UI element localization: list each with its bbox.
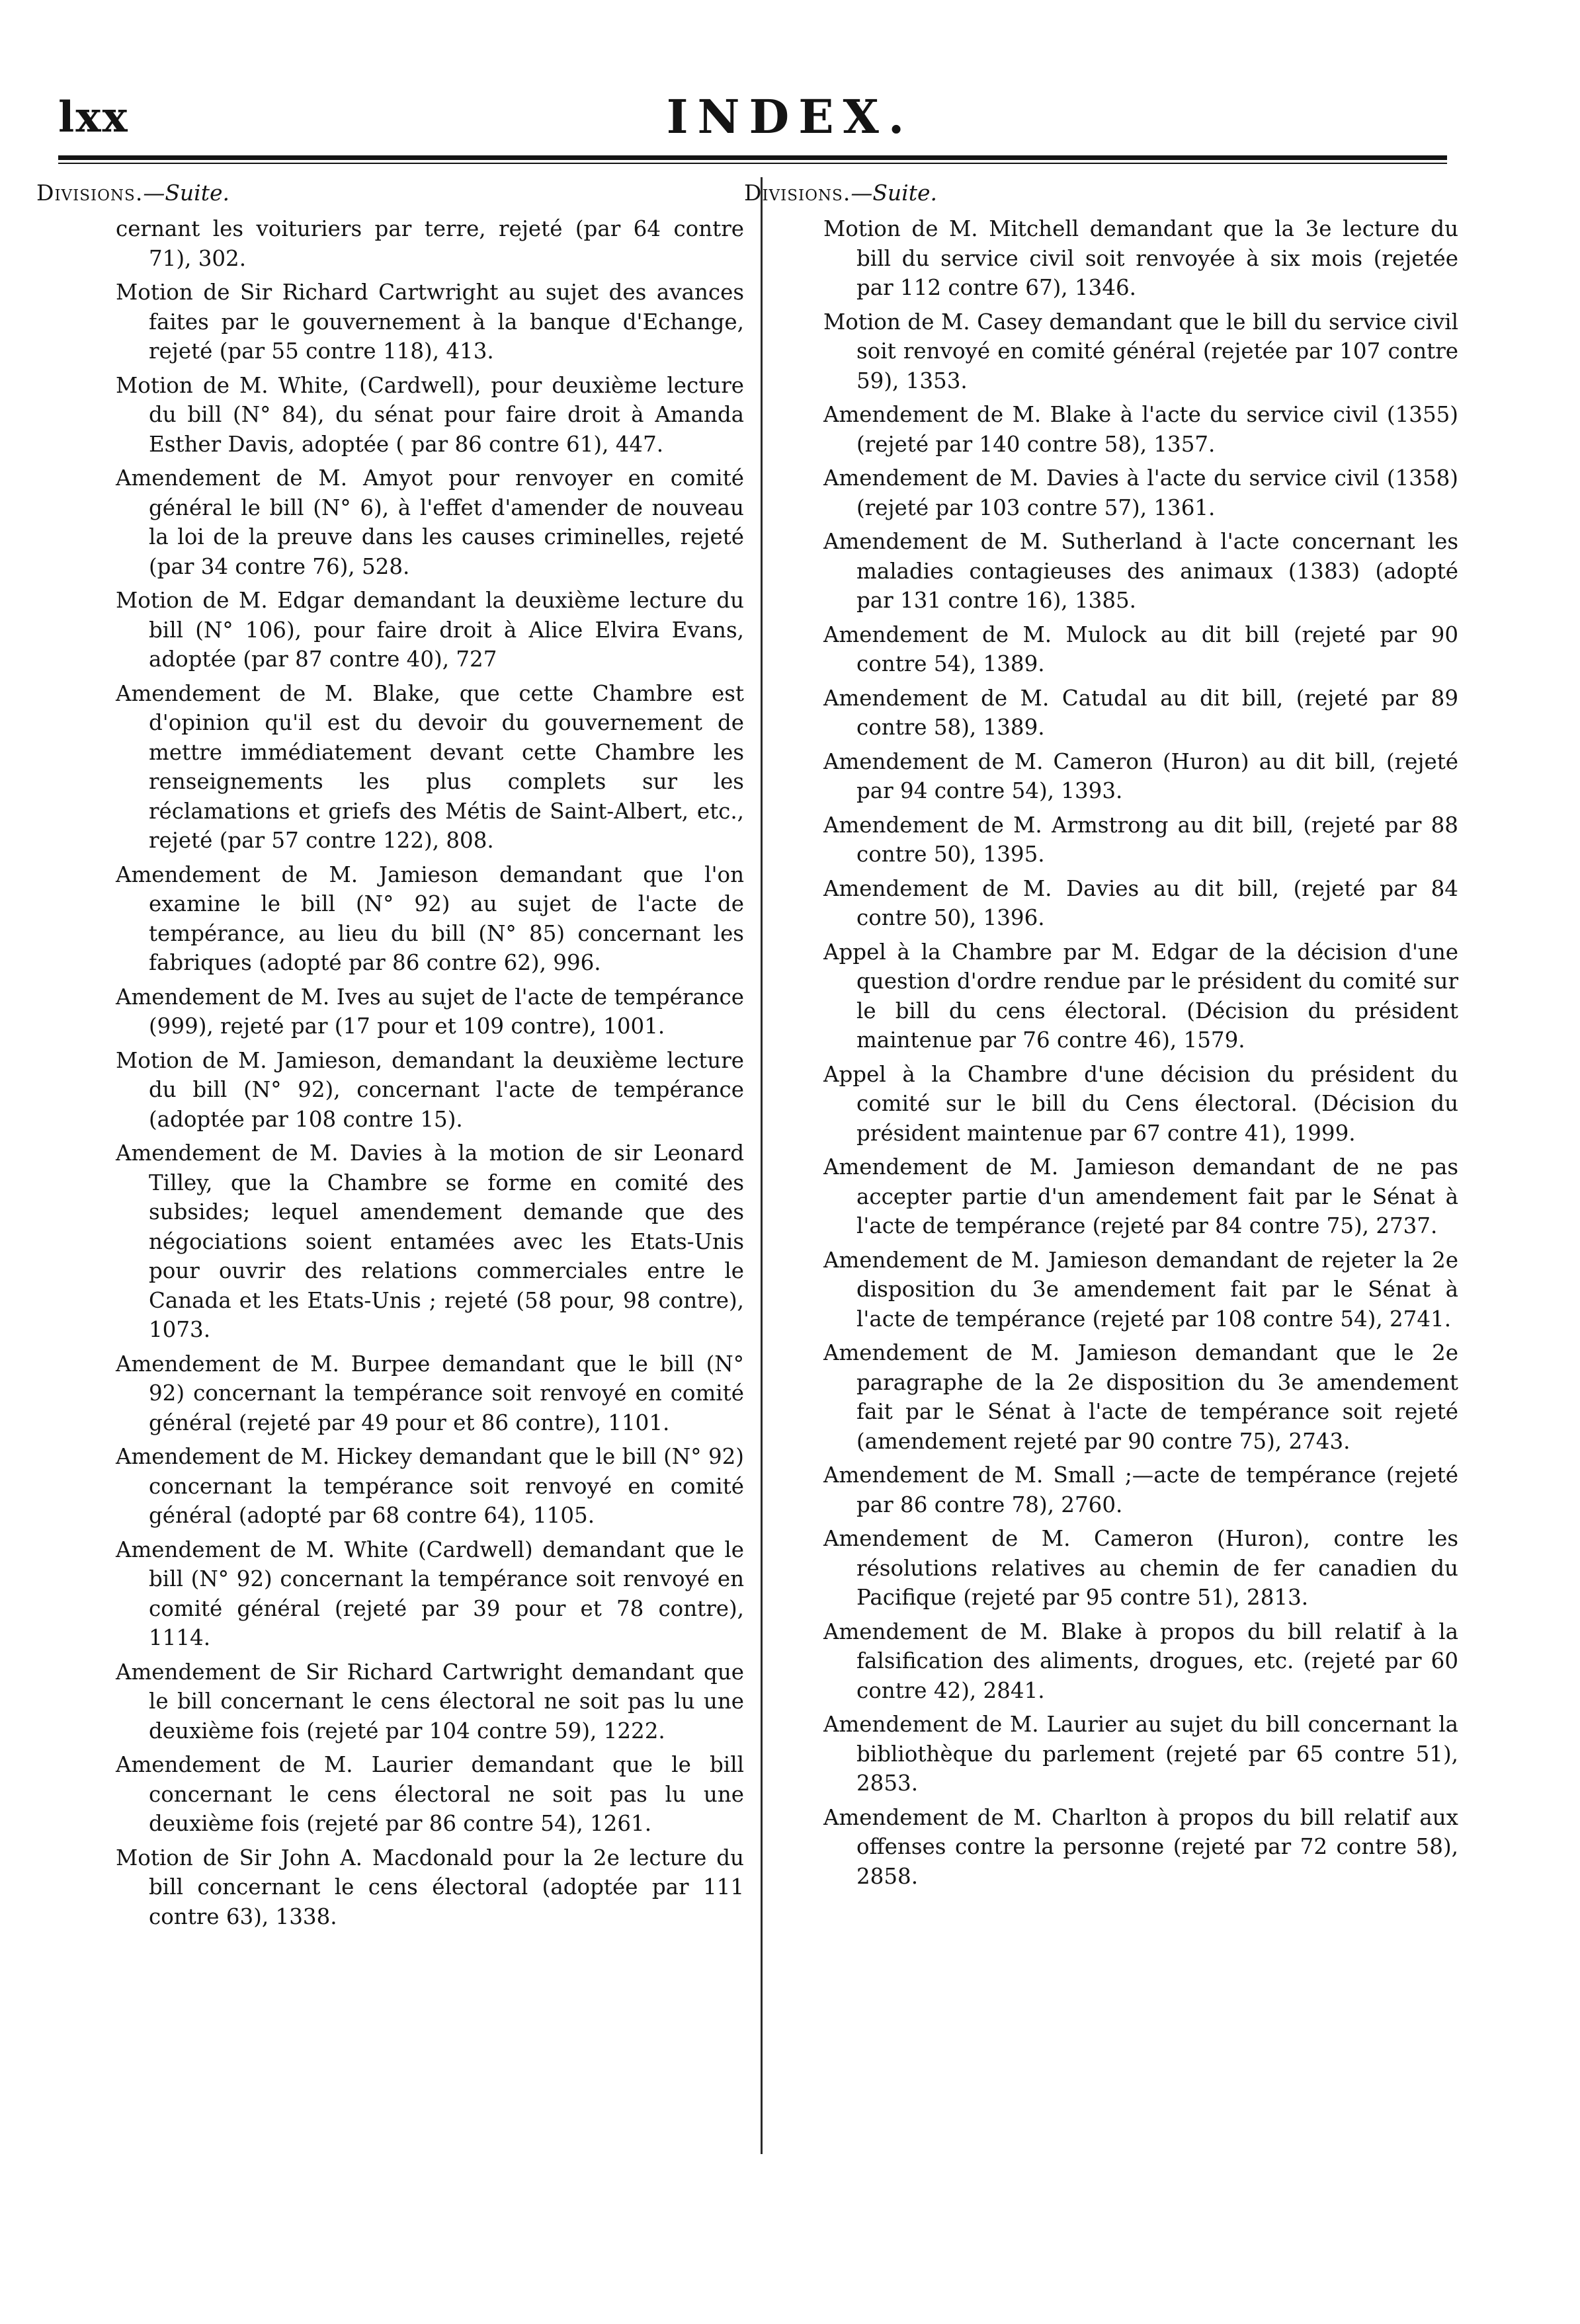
index-entry: Motion de M. Casey demandant que le bill du service civil soit renvoyé en comité général (rejetée par 107 contre 59), 1353.: [823, 309, 1458, 393]
index-entry: Amendement de M. Charlton à propos du bill relatif aux offenses contre la personne (rejeté par 72 contre 58), 2858.: [823, 1804, 1458, 1889]
index-entry: Amendement de M. Ives au sujet de l'acte de tempérance (999), rejeté par (17 pour et 109 contre), 1001.: [116, 984, 744, 1039]
left-heading-label: Divisions.: [36, 180, 144, 206]
index-entry: Amendement de M. Blake à l'acte du service civil (1355) (rejeté par 140 contre 58), 1357.: [823, 402, 1458, 457]
index-entry: cernant les voituriers par terre, rejeté (par 64 contre 71), 302.: [116, 216, 744, 271]
index-entry: Appel à la Chambre d'une décision du président du comité sur le bill du Cens électoral. (Décision du président maintenue par 67 contre 41), 1999.: [823, 1061, 1458, 1146]
page-header: [0, 0, 1580, 172]
left-heading-suffix: —Suite.: [143, 180, 230, 206]
index-entry: Amendement de M. Davies à l'acte du service civil (1358) (rejeté par 103 contre 57), 1361.: [823, 465, 1458, 520]
index-entry: Amendement de M. Davies à la motion de sir Leonard Tilley, que la Chambre se forme en comité des subsides; lequel amendement demande que des négociations soient entamées avec les Etats-Unis pour ouvrir des relations commerciales entre le Canada et les Etats-Unis ; rejeté (58 pour, 98 contre), 1073.: [116, 1141, 744, 1342]
index-entry: Amendement de M. White (Cardwell) demandant que le bill (N° 92) concernant la tempérance soit renvoyé en comité général (rejeté par 39 pour et 78 contre), 1114.: [116, 1537, 744, 1650]
index-entry: Amendement de M. Blake à propos du bill relatif à la falsification des aliments, drogues, etc. (rejeté par 60 contre 42), 2841.: [823, 1619, 1458, 1703]
index-entry: Amendement de M. Jamieson demandant que le 2e paragraphe de la 2e disposition du 3e amendement fait par le Sénat à l'acte de tempérance soit rejeté (amendement rejeté par 90 contre 75), 2743.: [823, 1340, 1458, 1454]
index-entry: Amendement de Sir Richard Cartwright demandant que le bill concernant le cens électoral ne soit pas lu une deuxième fois (rejeté par 104 contre 59), 1222.: [116, 1659, 744, 1743]
index-entry: Amendement de M. Laurier demandant que le bill concernant le cens électoral ne soit pas lu une deuxième fois (rejeté par 86 contre 54), 1261.: [116, 1752, 744, 1836]
index-entry: Motion de M. Mitchell demandant que la 3e lecture du bill du service civil soit renvoyée à six mois (rejetée par 112 contre 67), 1346.: [823, 216, 1458, 300]
index-entry: Amendement de M. Cameron (Huron), contre les résolutions relatives au chemin de fer canadien du Pacifique (rejeté par 95 contre 51), 2813.: [823, 1526, 1458, 1610]
index-entry: Amendement de M. Jamieson demandant de ne pas accepter partie d'un amendement fait par le Sénat à l'acte de tempérance (rejeté par 84 contre 75), 2737.: [823, 1154, 1458, 1238]
right-column-heading: [744, 179, 1458, 208]
right-heading-suffix: —Suite.: [851, 180, 938, 206]
header-rule-thin: [58, 163, 1447, 164]
index-entry: Motion de Sir Richard Cartwright au sujet des avances faites par le gouvernement à la banque d'Echange, rejeté (par 55 contre 118), 413.: [116, 280, 744, 364]
index-entry: Amendement de M. Armstrong au dit bill, (rejeté par 88 contre 50), 1395.: [823, 812, 1458, 867]
index-entry: Amendement de M. Laurier au sujet du bill concernant la bibliothèque du parlement (rejeté par 65 contre 51), 2853.: [823, 1712, 1458, 1796]
left-column: [36, 179, 744, 1936]
index-entry: Amendement de M. Mulock au dit bill (rejeté par 90 contre 54), 1389.: [823, 621, 1458, 676]
index-entry: Amendement de M. Amyot pour renvoyer en comité général le bill (N° 6), à l'effet d'amender de nouveau la loi de la preuve dans les causes criminelles, rejeté (par 34 contre 76), 528.: [116, 465, 744, 579]
page-title: INDEX.: [666, 89, 914, 144]
index-entry: Motion de M. Jamieson, demandant la deuxième lecture du bill (N° 92), concernant l'acte de tempérance (adoptée par 108 contre 15).: [116, 1047, 744, 1132]
index-entry: Amendement de M. Jamieson demandant que l'on examine le bill (N° 92) au sujet de l'acte de tempérance, au lieu du bill (N° 85) concernant les fabriques (adopté par 86 contre 62), 996.: [116, 861, 744, 975]
index-entry: Amendement de M. Jamieson demandant de rejeter la 2e disposition du 3e amendement fait par le Sénat à l'acte de tempérance (rejeté par 108 contre 54), 2741.: [823, 1247, 1458, 1332]
index-entry: Motion de M. Edgar demandant la deuxième lecture du bill (N° 106), pour faire droit à Alice Elvira Evans, adoptée (par 87 contre 40), 727: [116, 588, 744, 672]
page-number: lxx: [58, 93, 129, 142]
column-divider: [761, 177, 763, 2154]
index-entry: Motion de Sir John A. Macdonald pour la 2e lecture du bill concernant le cens électoral (adoptée par 111 contre 63), 1338.: [116, 1845, 744, 1929]
index-entry: Amendement de M. Hickey demandant que le bill (N° 92) concernant la tempérance soit renvoyé en comité général (adopté par 68 contre 64), 1105.: [116, 1444, 744, 1528]
index-entry: Amendement de M. Burpee demandant que le bill (N° 92) concernant la tempérance soit renvoyé en comité général (rejeté par 49 pour et 86 contre), 1101.: [116, 1351, 744, 1435]
index-entry: Amendement de M. Catudal au dit bill, (rejeté par 89 contre 58), 1389.: [823, 685, 1458, 740]
header-rule: [58, 155, 1447, 160]
index-entry: Amendement de M. Sutherland à l'acte concernant les maladies contagieuses des animaux (1383) (adopté par 131 contre 16), 1385.: [823, 529, 1458, 613]
index-entry: Appel à la Chambre par M. Edgar de la décision d'une question d'ordre rendue par le président du comité sur le bill du cens électoral. (Décision du président maintenue par 76 contre 46), 1579.: [823, 939, 1458, 1053]
index-entry: Amendement de M. Cameron (Huron) au dit bill, (rejeté par 94 contre 54), 1393.: [823, 748, 1458, 803]
left-column-heading: [36, 179, 744, 208]
right-heading-label: Divisions.: [744, 180, 851, 206]
right-column: [744, 179, 1458, 1896]
index-entry: Amendement de M. Small ;—acte de tempérance (rejeté par 86 contre 78), 2760.: [823, 1463, 1458, 1517]
index-entry: Amendement de M. Blake, que cette Chambre est d'opinion qu'il est du devoir du gouvernement de mettre immédiatement devant cette Chambre les renseignements les plus complets sur les réclamations et griefs des Métis de Saint-Albert, etc., rejeté (par 57 contre 122), 808.: [116, 680, 744, 853]
index-entry: Motion de M. White, (Cardwell), pour deuxième lecture du bill (N° 84), du sénat pour faire droit à Amanda Esther Davis, adoptée ( par 86 contre 61), 447.: [116, 372, 744, 457]
index-entry: Amendement de M. Davies au dit bill, (rejeté par 84 contre 50), 1396.: [823, 875, 1458, 930]
